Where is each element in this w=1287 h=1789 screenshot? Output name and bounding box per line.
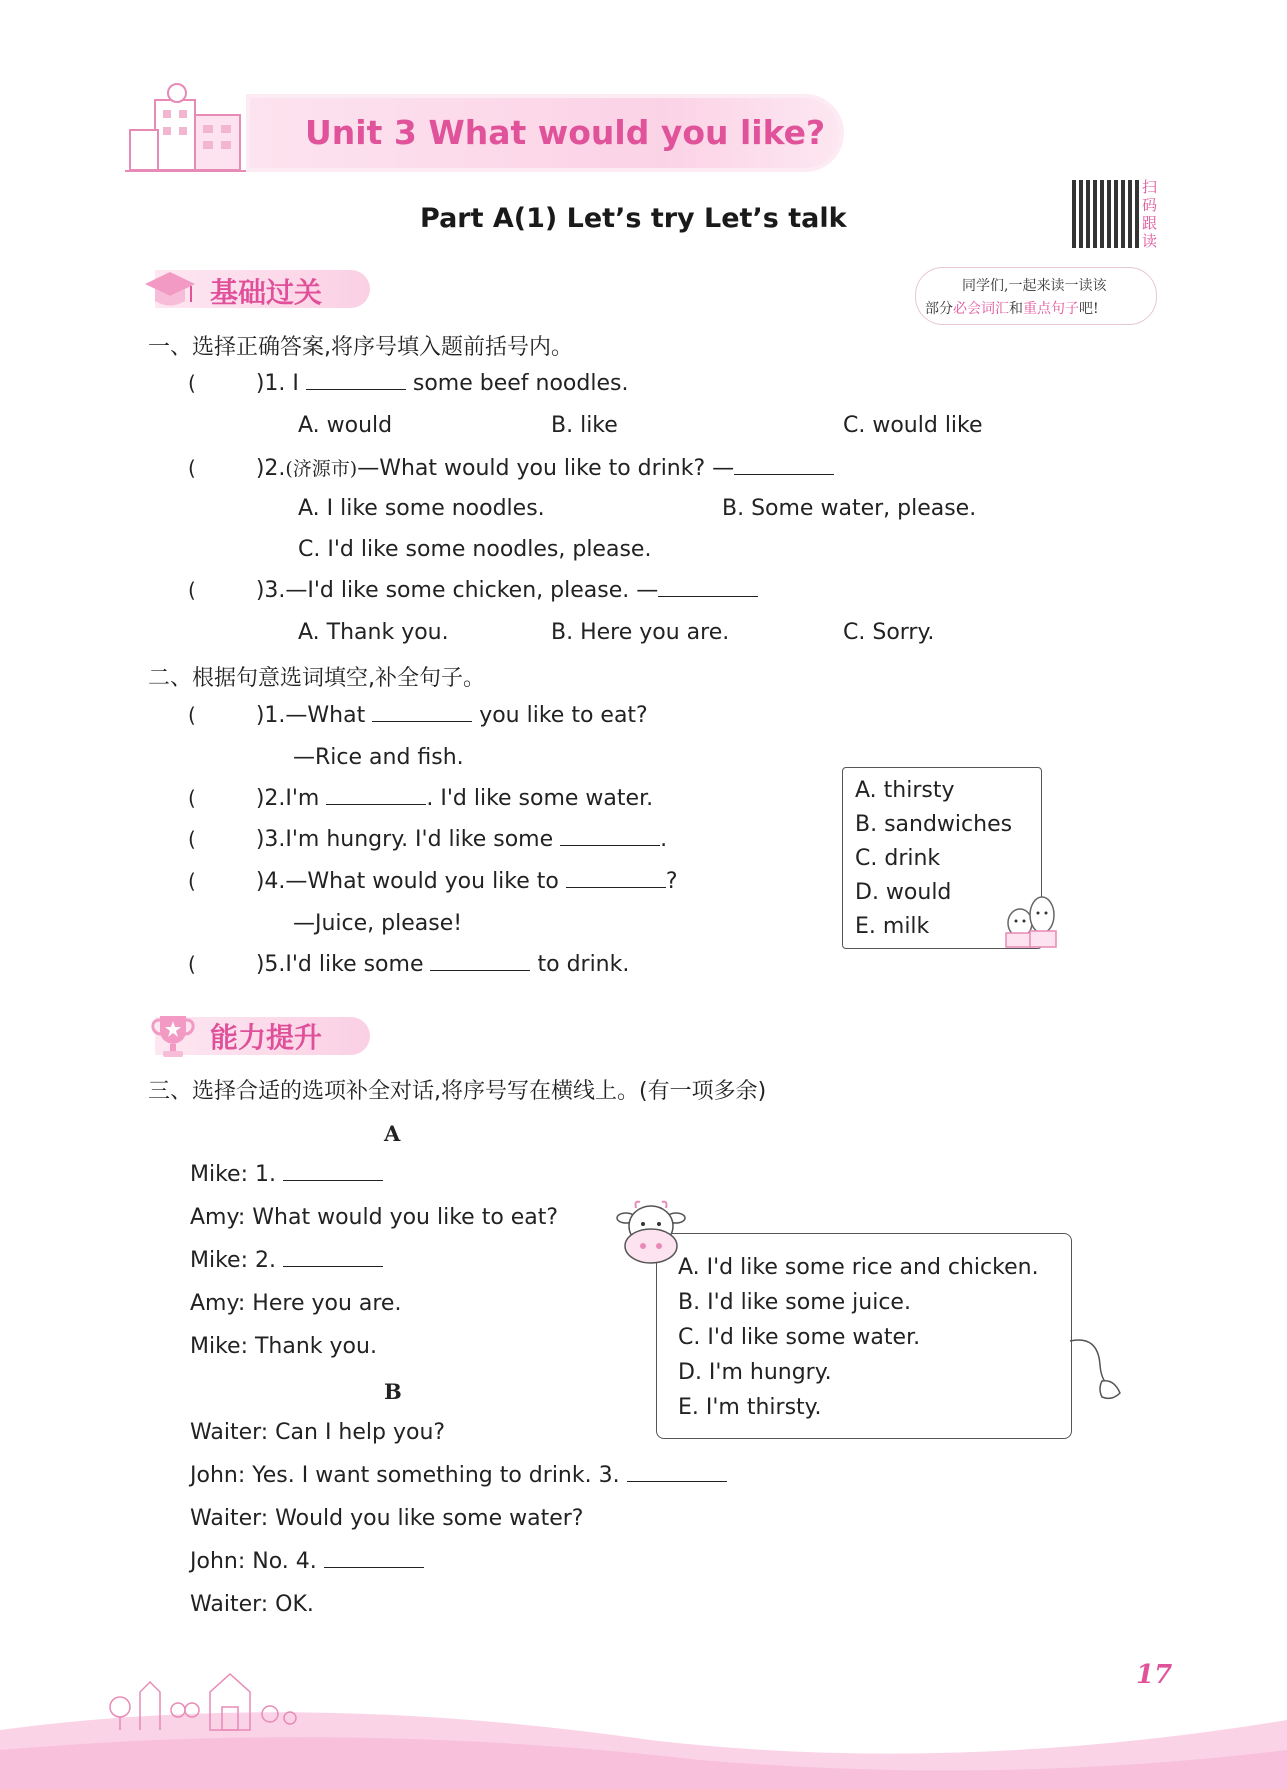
q1-3-option-b: B. Here you are. bbox=[551, 620, 730, 645]
q1-2-option-c: C. I'd like some noodles, please. bbox=[298, 537, 652, 562]
q2-2: ( )2.I'm . I'd like some water. bbox=[188, 786, 654, 811]
dialog-a-line-3: Mike: 2. bbox=[190, 1248, 383, 1273]
dialog-b-line-2: John: Yes. I want something to drink. 3. bbox=[190, 1463, 727, 1488]
dialog-blank-2[interactable] bbox=[283, 1248, 383, 1267]
q2-4-answer: —Juice, please! bbox=[293, 911, 463, 936]
part1-instruction: 一、选择正确答案,将序号填入题前括号内。 bbox=[148, 335, 573, 360]
dialog-blank-1[interactable] bbox=[283, 1162, 383, 1181]
part-title: Part A(1) Let’s try Let’s talk bbox=[420, 203, 847, 234]
note-highlight-vocab: 必会词汇 bbox=[953, 301, 1009, 317]
word-option-d: D. would bbox=[855, 880, 952, 905]
q2-4-blank[interactable] bbox=[566, 869, 666, 888]
dialog-option-a: A. I'd like some rice and chicken. bbox=[678, 1255, 1039, 1280]
q2-5: ( )5.I'd like some to drink. bbox=[188, 952, 630, 977]
dialog-a-line-4: Amy: Here you are. bbox=[190, 1291, 402, 1316]
q1-2: ( )2.(济源市)—What would you like to drink? — bbox=[188, 454, 834, 481]
q1-1-option-c: C. would like bbox=[843, 413, 983, 438]
q2-4: ( )4.—What would you like to ? bbox=[188, 869, 678, 894]
q1-3-option-a: A. Thank you. bbox=[298, 620, 449, 645]
q1-2-option-a: A. I like some noodles. bbox=[298, 496, 545, 521]
q1-3-option-c: C. Sorry. bbox=[843, 620, 935, 645]
note-line-1: 同学们,一起来读一读该 bbox=[962, 278, 1107, 294]
part3-instruction: 三、选择合适的选项补全对话,将序号写在横线上。(有一项多余) bbox=[148, 1079, 767, 1104]
section2-heading: 能力提升 bbox=[210, 1021, 323, 1054]
q2-3-blank[interactable] bbox=[560, 827, 660, 846]
note-highlight-sentences: 重点句子 bbox=[1023, 301, 1079, 317]
cactus-illustration bbox=[1000, 893, 1068, 955]
q1-2-tag: (济源市) bbox=[285, 458, 358, 480]
dialog-b-line-3: Waiter: Would you like some water? bbox=[190, 1506, 584, 1531]
dialog-option-b: B. I'd like some juice. bbox=[678, 1290, 911, 1315]
dialog-option-d: D. I'm hungry. bbox=[678, 1360, 832, 1385]
trophy-icon bbox=[150, 1012, 196, 1060]
dialog-option-e: E. I'm thirsty. bbox=[678, 1395, 822, 1420]
dialog-blank-4[interactable] bbox=[324, 1549, 424, 1568]
q1-1-option-b: B. like bbox=[551, 413, 618, 438]
graduation-cap-icon bbox=[143, 268, 198, 313]
q1-3: ( )3.—I'd like some chicken, please. — bbox=[188, 578, 758, 603]
q1-2-option-b: B. Some water, please. bbox=[722, 496, 977, 521]
qr-label: 扫码跟读 bbox=[1142, 178, 1158, 250]
dialog-b-line-4: John: No. 4. bbox=[190, 1549, 424, 1574]
dialog-a-line-1: Mike: 1. bbox=[190, 1162, 383, 1187]
qr-code[interactable] bbox=[1072, 180, 1140, 248]
dialog-b-label: B bbox=[384, 1379, 402, 1404]
q2-1-blank[interactable] bbox=[372, 703, 472, 722]
q1-2-blank[interactable] bbox=[734, 456, 834, 475]
q1-1-blank[interactable] bbox=[306, 371, 406, 390]
dialog-a-line-5: Mike: Thank you. bbox=[190, 1334, 377, 1359]
cow-tail-illustration bbox=[1068, 1335, 1128, 1405]
q2-1-answer: —Rice and fish. bbox=[293, 745, 464, 770]
dialog-b-line-1: Waiter: Can I help you? bbox=[190, 1420, 446, 1445]
section1-heading: 基础过关 bbox=[210, 276, 323, 309]
town-illustration bbox=[100, 1652, 330, 1732]
q2-2-blank[interactable] bbox=[326, 786, 426, 805]
q1-1: ( )1. I some beef noodles. bbox=[188, 371, 629, 396]
dialog-a-label: A bbox=[384, 1121, 401, 1146]
q2-1: ( )1.—What you like to eat? bbox=[188, 703, 648, 728]
part2-instruction: 二、根据句意选词填空,补全句子。 bbox=[148, 666, 485, 691]
dialog-b-line-5: Waiter: OK. bbox=[190, 1592, 314, 1617]
note-line-2: 部分必会词汇和重点句子吧! bbox=[925, 301, 1099, 317]
dialog-option-c: C. I'd like some water. bbox=[678, 1325, 921, 1350]
page-number: 17 bbox=[1136, 1660, 1173, 1690]
word-option-b: B. sandwiches bbox=[855, 812, 1013, 837]
q2-5-blank[interactable] bbox=[430, 952, 530, 971]
dialog-a-line-2: Amy: What would you like to eat? bbox=[190, 1205, 559, 1230]
q1-1-option-a: A. would bbox=[298, 413, 393, 438]
word-option-a: A. thirsty bbox=[855, 778, 955, 803]
word-option-c: C. drink bbox=[855, 846, 941, 871]
word-option-e: E. milk bbox=[855, 914, 930, 939]
q2-3: ( )3.I'm hungry. I'd like some . bbox=[188, 827, 668, 852]
q1-3-blank[interactable] bbox=[658, 578, 758, 597]
unit-title: Unit 3 What would you like? bbox=[305, 113, 826, 152]
dialog-blank-3[interactable] bbox=[627, 1463, 727, 1482]
